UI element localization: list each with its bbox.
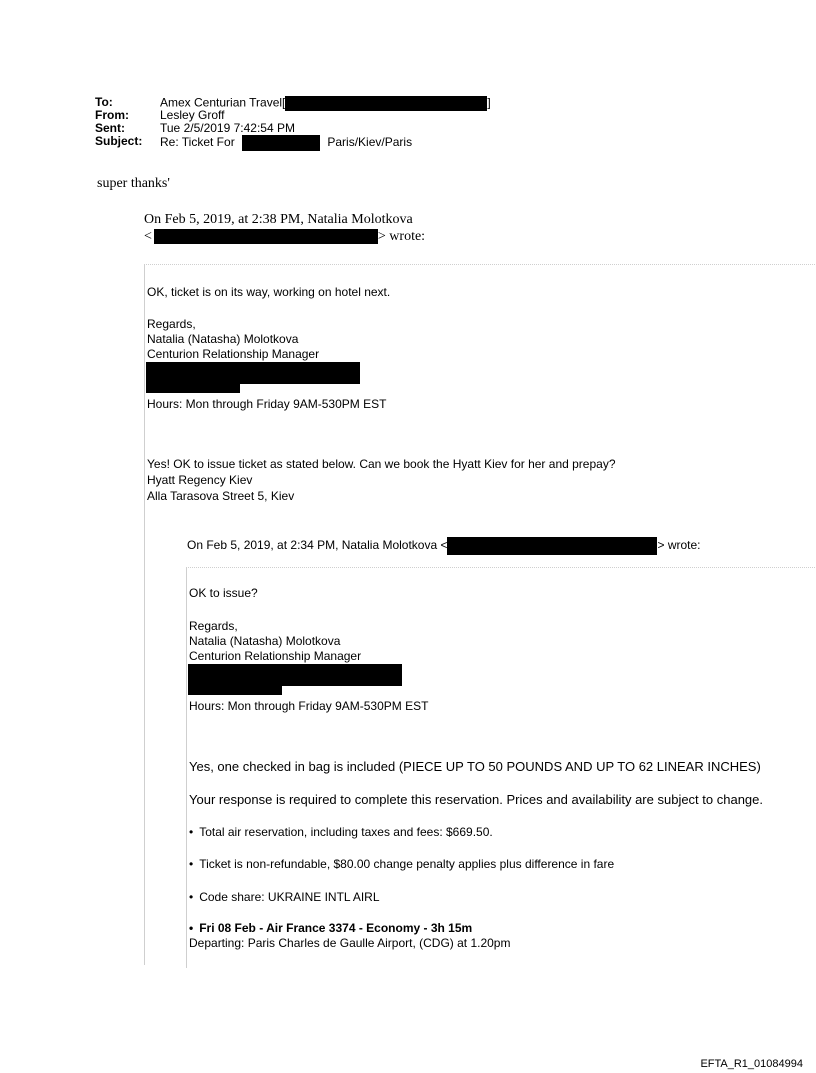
- quote2-intro: [187, 537, 701, 555]
- quote1-hours: Hours: Mon through Friday 9AM-530PM EST: [147, 397, 387, 411]
- flight-title-text: Fri 08 Feb - Air France 3374 - Economy - 3h 15m: [199, 921, 473, 935]
- reply-text: super thanks': [97, 176, 170, 191]
- subject-suffix: Paris/Kiev/Paris: [327, 135, 413, 150]
- quote1-message: OK, ticket is on its way, working on hotel next.: [147, 285, 391, 299]
- quote2-title: Centurion Relationship Manager: [189, 649, 362, 663]
- quote1-reply2: Hyatt Regency Kiev: [147, 473, 253, 487]
- quote1-intro-line1: On Feb 5, 2019, at 2:38 PM, Natalia Molotkova: [144, 212, 413, 227]
- quote1-title: Centurion Relationship Manager: [147, 347, 320, 361]
- quote1-name: Natalia (Natasha) Molotkova: [147, 332, 299, 346]
- quote1-intro-lt: <: [144, 229, 152, 244]
- list-item: [189, 890, 380, 904]
- list-item-text: Total air reservation, including taxes and fees: $669.50.: [199, 825, 493, 839]
- flight-departing: Departing: Paris Charles de Gaulle Airport, (CDG) at 1.20pm: [189, 936, 511, 950]
- redaction-box: [146, 362, 360, 384]
- quote2-hours: Hours: Mon through Friday 9AM-530PM EST: [189, 699, 429, 713]
- document-id: EFTA_R1_01084994: [700, 1058, 803, 1070]
- from-value: Lesley Groff: [160, 108, 225, 122]
- subject-label: Subject:: [95, 134, 143, 148]
- quote2-name: Natalia (Natasha) Molotkova: [189, 634, 341, 648]
- list-item: [189, 825, 493, 839]
- redaction-box: [285, 96, 487, 111]
- subject-row: [95, 135, 491, 148]
- sent-value: Tue 2/5/2019 7:42:54 PM: [160, 121, 295, 135]
- quote2-response: Your response is required to complete this reservation. Prices and availability are subject to change.: [189, 792, 763, 807]
- list-item-text: Ticket is non-refundable, $80.00 change penalty applies plus difference in fare: [199, 857, 615, 871]
- redaction-box: [188, 664, 402, 686]
- from-label: From:: [95, 108, 129, 122]
- quote2-intro-wrote: > wrote:: [657, 538, 701, 553]
- quote2-intro-prefix: On Feb 5, 2019, at 2:34 PM, Natalia Molotkova <: [187, 538, 448, 553]
- to-label: To:: [95, 95, 113, 109]
- quote2-message: OK to issue?: [189, 586, 258, 600]
- redaction-box: [154, 229, 378, 244]
- quote1-reply1: Yes! OK to issue ticket as stated below. Can we book the Hyatt Kiev for her and prepay?: [147, 457, 616, 471]
- quote1-intro-line2: [144, 229, 425, 245]
- sent-label: Sent:: [95, 121, 125, 135]
- sent-row: [95, 122, 491, 135]
- subject-prefix: Re: Ticket For: [160, 135, 235, 150]
- redaction-box: [188, 685, 282, 695]
- to-row: [95, 96, 491, 109]
- quote1-reply3: Alla Tarasova Street 5, Kiev: [147, 489, 295, 503]
- redaction-box: [146, 383, 240, 393]
- to-value: Amex Centurian Travel[: [160, 95, 286, 110]
- quote1-intro-wrote: > wrote:: [377, 229, 426, 244]
- list-item-text: Code share: UKRAINE INTL AIRL: [199, 890, 380, 904]
- to-close: ]: [487, 95, 491, 110]
- quote2-bag: Yes, one checked in bag is included (PIECE UP TO 50 POUNDS AND UP TO 62 LINEAR INCHES): [189, 759, 761, 774]
- quote1-regards: Regards,: [147, 317, 196, 331]
- list-item: [189, 857, 614, 871]
- flight-title: [189, 921, 472, 935]
- redaction-box: [242, 135, 320, 151]
- email-header: [95, 96, 491, 148]
- quote2-regards: Regards,: [189, 619, 238, 633]
- redaction-box: [447, 537, 657, 555]
